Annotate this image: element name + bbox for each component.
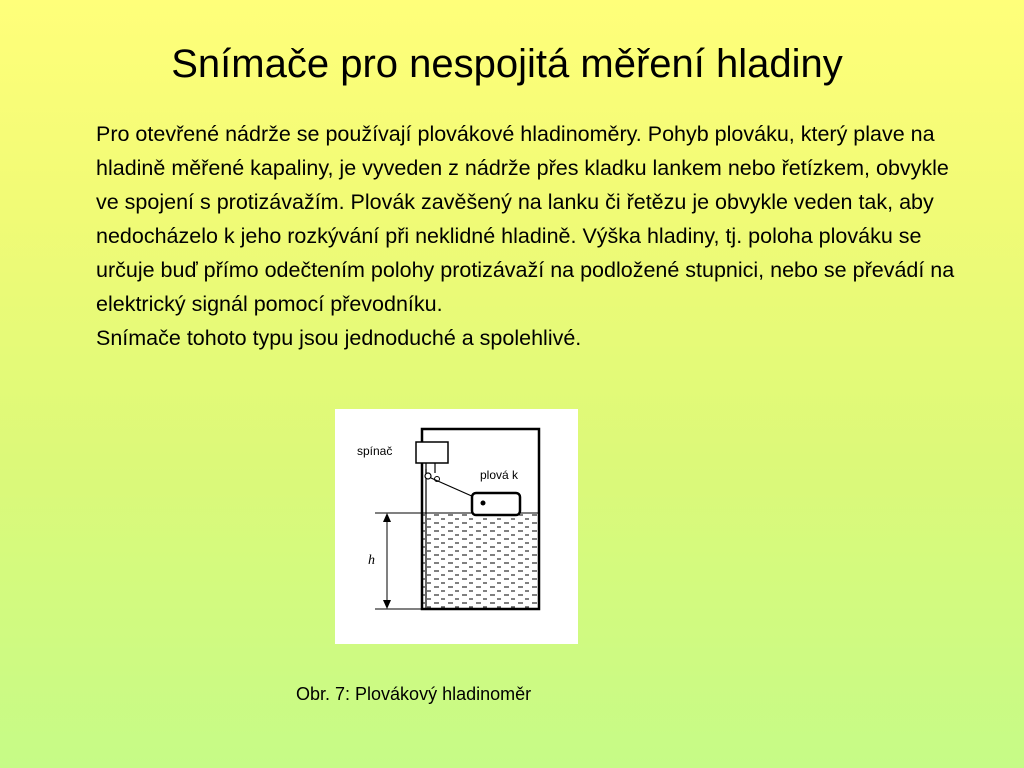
float-level-gauge-diagram — [335, 409, 578, 644]
label-switch: spínač — [357, 444, 393, 458]
float-body — [472, 493, 520, 515]
paragraph-description: Pro otevřené nádrže se používají plovákové hladinoměry. Pohyb plováku, který plave na hladině měřené kapaliny, je vyveden z nádrže přes kladku lankem nebo řetízkem, obvykle ve spojení s protizávažím. Plovák zavěšený na lanku či řetězu je obvykle veden tak, aby nedocházelo k jeho rozkývání při neklidné hladině. Výška hladiny, tj. poloha plováku se určuje buď přímo odečtením polohy protizávaží na podložené stupnici, nebo se převádí na elektrický signál pomocí převodníku. — [96, 122, 955, 316]
arrow-up-icon — [383, 513, 391, 522]
figure-caption: Obr. 7: Plovákový hladinoměr — [296, 684, 532, 704]
paragraph-conclusion: Snímače tohoto typu jsou jednoduché a spolehlivé. — [96, 326, 582, 350]
pivot-icon — [425, 473, 431, 479]
liquid-area — [422, 513, 539, 609]
body-text — [96, 117, 956, 355]
switch-box — [416, 442, 448, 463]
slide-title: Snímače pro nespojitá měření hladiny — [171, 42, 843, 86]
float-attachment-icon — [481, 501, 486, 506]
label-height: h — [368, 553, 375, 568]
label-float: plová k — [480, 468, 519, 482]
diagram-svg — [335, 409, 578, 644]
arrow-down-icon — [383, 600, 391, 609]
